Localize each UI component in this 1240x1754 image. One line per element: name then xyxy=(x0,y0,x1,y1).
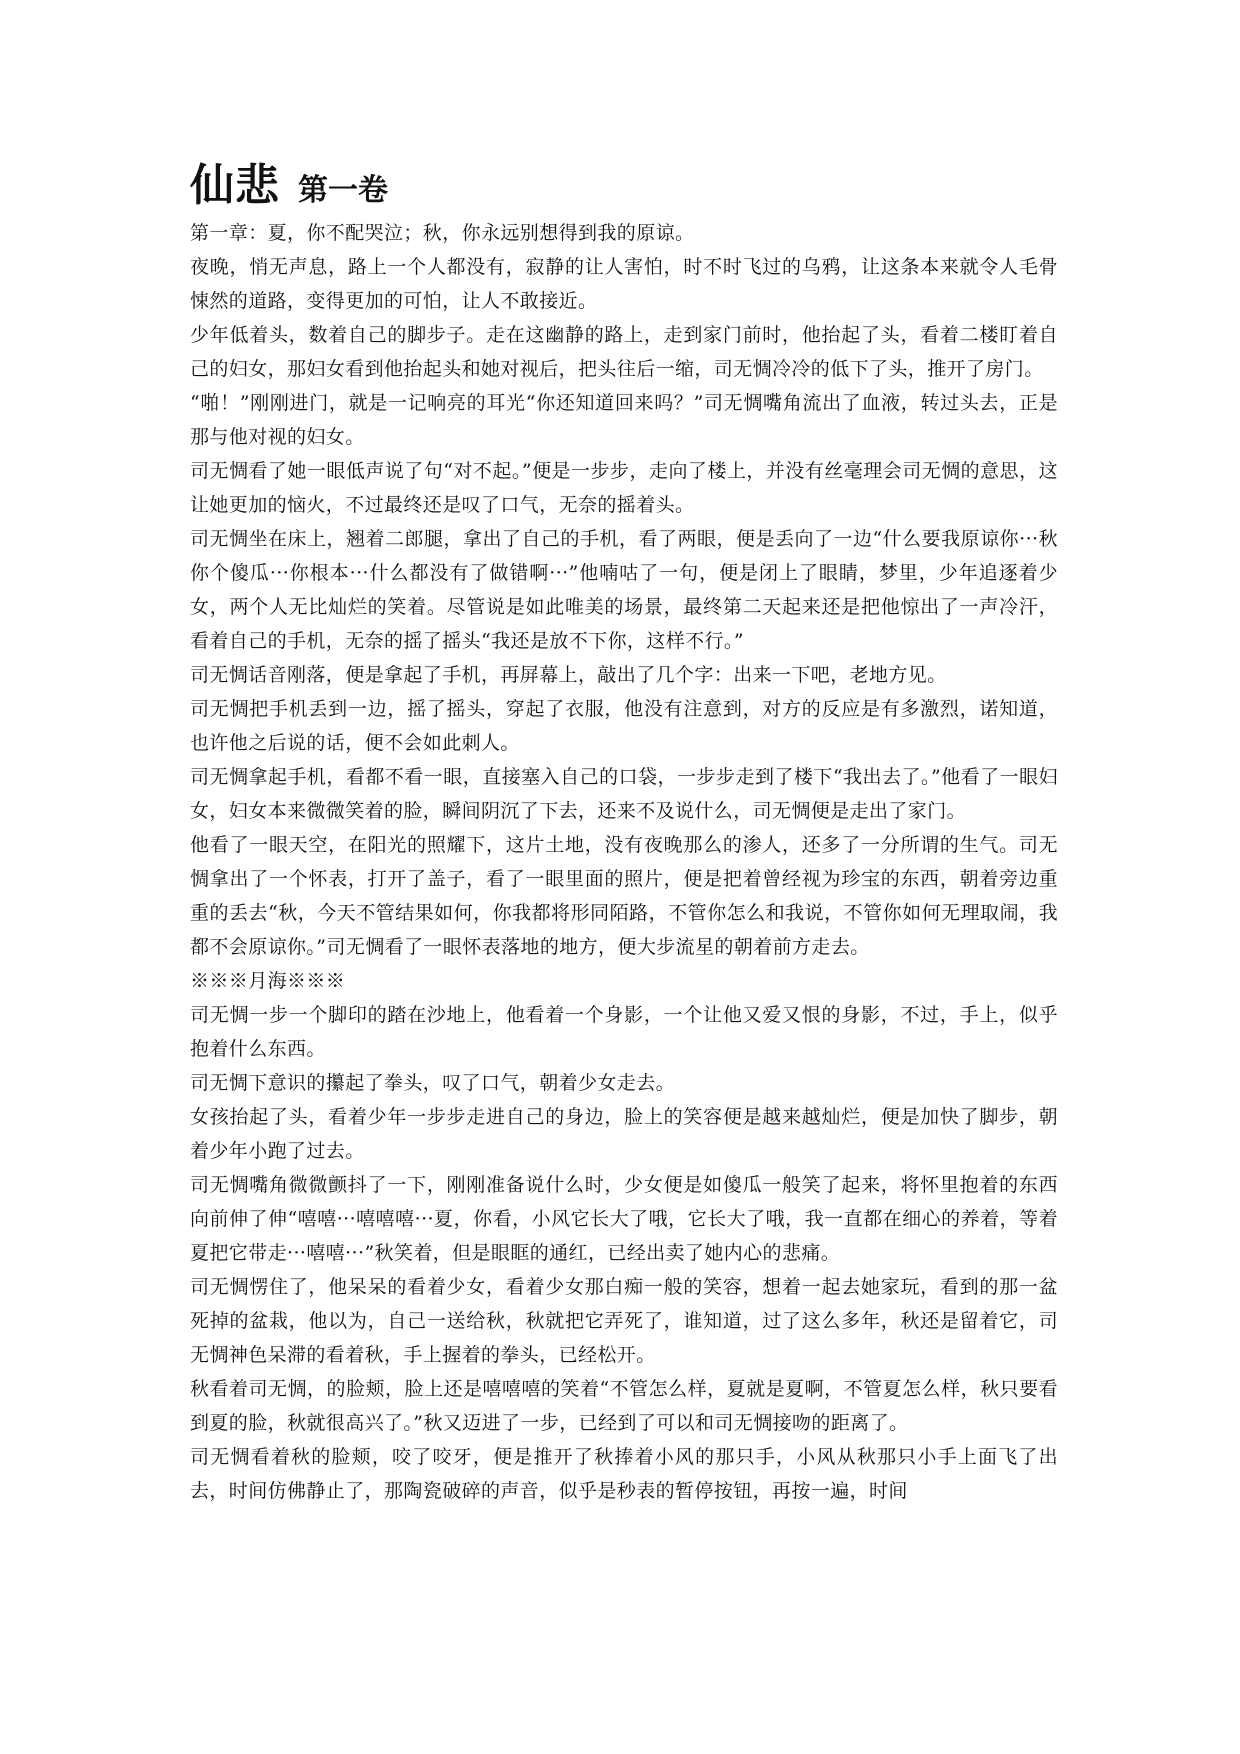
paragraph: 司无惆下意识的攥起了拳头，叹了口气，朝着少女走去。 xyxy=(190,1072,676,1094)
paragraph: 女孩抬起了头，看着少年一步步走进自己的身边，脸上的笑容便是越来越灿烂，便是加快了脚步，朝着少年小跑了过去。 xyxy=(190,1106,1058,1162)
document-page xyxy=(190,160,1058,1508)
paragraph: 司无惆看着秋的脸颊，咬了咬牙，便是推开了秋捧着小风的那只手，小风从秋那只小手上面飞了出去，时间仿佛静止了，那陶瓷破碎的声音，似乎是秒表的暂停按钮，再按一遍，时间 xyxy=(190,1446,1058,1502)
paragraph: 秋看着司无惆，的脸颊，脸上还是嘻嘻嘻的笑着“不管怎么样，夏就是夏啊，不管夏怎么样，秋只要看到夏的脸，秋就很高兴了。”秋又迈进了一步，已经到了可以和司无惆接吻的距离了。 xyxy=(190,1378,1058,1434)
section-divider: ※※※月海※※※ xyxy=(190,970,346,992)
document-title xyxy=(190,160,1058,212)
chapter-heading: 第一章：夏，你不配哭泣；秋，你永远别想得到我的原谅。 xyxy=(190,222,695,244)
paragraph: 司无惆愣住了，他呆呆的看着少女，看着少女那白痴一般的笑容，想着一起去她家玩，看到的那一盆死掉的盆栽，他以为，自己一送给秋，秋就把它弄死了，谁知道，过了这么多年，秋还是留着它，司无惆神色呆滞的看着秋，手上握着的拳头，已经松开。 xyxy=(190,1276,1058,1366)
paragraph: 司无惆坐在床上，翘着二郎腿，拿出了自己的手机，看了两眼，便是丢向了一边“什么要我原谅你···秋你个傻瓜···你根本···什么都没有了做错啊···”他喃咕了一句，便是闭上了眼睛，梦里，少年追逐着少女，两个人无比灿烂的笑着。尽管说是如此唯美的场景，最终第二天起来还是把他惊出了一声冷汗，看着自己的手机，无奈的摇了摇头“我还是放不下你，这样不行。” xyxy=(190,528,1058,652)
book-title: 仙悲 xyxy=(190,160,280,211)
paragraph: 司无惆话音刚落，便是拿起了手机，再屏幕上，敲出了几个字：出来一下吧，老地方见。 xyxy=(190,664,947,686)
paragraph: 司无惆拿起手机，看都不看一眼，直接塞入自己的口袋，一步步走到了楼下“我出去了。”他看了一眼妇女，妇女本来微微笑着的脸，瞬间阴沉了下去，还来不及说什么，司无惆便是走出了家门。 xyxy=(190,766,1058,822)
document-body xyxy=(190,216,1058,1508)
paragraph: “啪！”刚刚进门，就是一记响亮的耳光“你还知道回来吗？”司无惆嘴角流出了血液，转过头去，正是那与他对视的妇女。 xyxy=(190,392,1058,448)
paragraph: 夜晚，悄无声息，路上一个人都没有，寂静的让人害怕，时不时飞过的乌鸦，让这条本来就令人毛骨悚然的道路，变得更加的可怕，让人不敢接近。 xyxy=(190,256,1058,312)
paragraph: 司无惆一步一个脚印的踏在沙地上，他看着一个身影，一个让他又爱又恨的身影，不过，手上，似乎抱着什么东西。 xyxy=(190,1004,1058,1060)
paragraph: 司无惆把手机丢到一边，摇了摇头，穿起了衣服，他没有注意到，对方的反应是有多激烈，诺知道，也许他之后说的话，便不会如此刺人。 xyxy=(190,698,1058,754)
paragraph: 司无惆看了她一眼低声说了句“对不起。”便是一步步，走向了楼上，并没有丝毫理会司无惆的意思，这让她更加的恼火，不过最终还是叹了口气，无奈的摇着头。 xyxy=(190,460,1058,516)
paragraph: 少年低着头，数着自己的脚步子。走在这幽静的路上，走到家门前时，他抬起了头，看着二楼盯着自己的妇女，那妇女看到他抬起头和她对视后，把头往后一缩，司无惆冷冷的低下了头，推开了房门。 xyxy=(190,324,1058,380)
volume-title: 第一卷 xyxy=(298,173,388,208)
paragraph: 司无惆嘴角微微颤抖了一下，刚刚准备说什么时，少女便是如傻瓜一般笑了起来，将怀里抱着的东西向前伸了伸“嘻嘻···嘻嘻嘻···夏，你看，小风它长大了哦，它长大了哦，我一直都在细心的养着，等着夏把它带走···嘻嘻···”秋笑着，但是眼眶的通红，已经出卖了她内心的悲痛。 xyxy=(190,1174,1058,1264)
paragraph: 他看了一眼天空，在阳光的照耀下，这片土地，没有夜晚那么的渗人，还多了一分所谓的生气。司无惆拿出了一个怀表，打开了盖子，看了一眼里面的照片，便是把着曾经视为珍宝的东西，朝着旁边重重的丢去“秋，今天不管结果如何，你我都将形同陌路，不管你怎么和我说，不管你如何无理取闹，我都不会原谅你。”司无惆看了一眼怀表落地的地方，便大步流星的朝着前方走去。 xyxy=(190,834,1058,958)
